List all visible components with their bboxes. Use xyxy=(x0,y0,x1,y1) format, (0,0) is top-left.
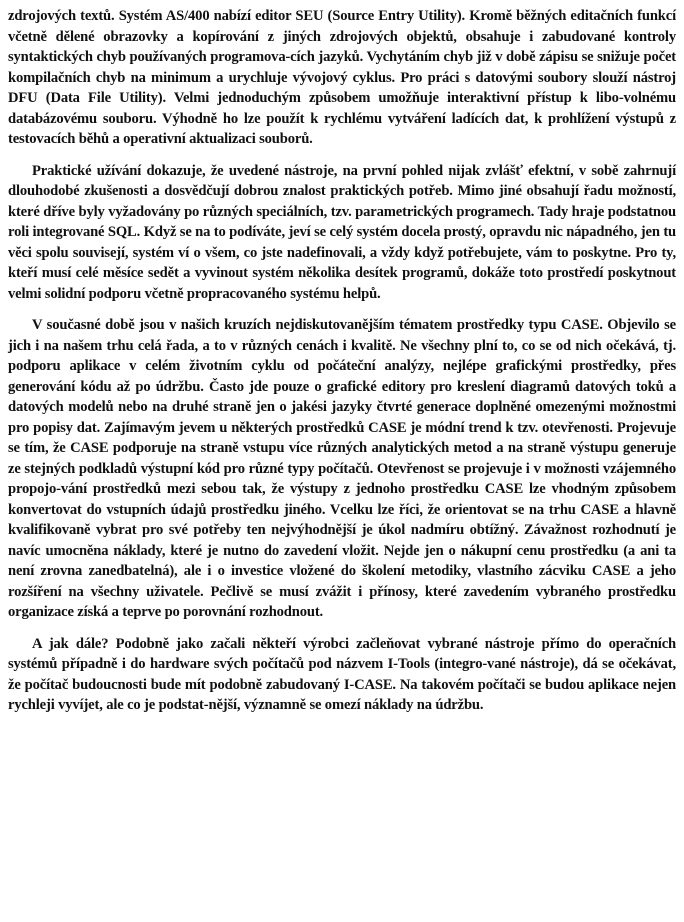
paragraph-case-tools: V současné době jsou v našich kruzích nejdiskutovanějším tématem prostředky typu CASE. Objevilo se jich i na našem trhu celá řada, a to v různých cenách i kvalitě. Ne všechny plní to, co se od nich očekává, tj. podporu aplikace v celém životním cyklu od počáteční analýzy, nejlépe grafickými prostředky, přes generování kódu až po údržbu. Často jde pouze o grafické editory pro kreslení diagramů datových toků a datových modelů nebo na druhé straně jen o jakési jazyky čtvrté generace doplněné omezenými možnostmi pro popisy dat. Zajímavým jevem u některých prostředků CASE je módní trend k tzv. otevřenosti. Projevuje se tím, že CASE podporuje na straně vstupu více různých analytických metod a na straně výstupu generuje ze stejných podkladů výstupní kód pro různé typy počítačů. Otevřenost se projevuje i v možnosti vzájemného propojo-vání prostředků mezi sebou tak, že výstupy z jednoho prostředku CASE lze vhodným způsobem konvertovat do vstupních údajů prostředku jiného. Vcelku lze říci, že orientovat se na trhu CASE a hlavně kvalifikovaně vybrat pro své potřeby ten nejvýhodnější je úkol nadmíru obtížný. Závažnost rozhodnutí je navíc umocněna náklady, které je nutno do zavedení vložit. Nejde jen o nákupní cenu prostředku (a ani ta není zrovna zanedbatelná), ale i o investice vložené do školení metodiky, vlastního zácviku CASE a jeho rozšíření na všechny uživatele. Pečlivě se musí zvážit i přínosy, které zavedením vybraného prostředku organizace získá a teprve po porovnání rozhodnout. xyxy=(8,317,676,620)
paragraph-practical-use: Praktické užívání dokazuje, že uvedené nástroje, na první pohled nijak zvlášť efektní, v sobě zahrnují dlouhodobé zkušenosti a dosvědčují dobrou znalost praktických potřeb. Mimo jiné obsahují řadu možností, které dříve byly vyžadovány po různých speciálních, tzv. parametrických programech. Tady hraje podstatnou roli integrované SQL. Když se na to podíváte, jeví se celý systém docela prostý, opravdu nic nápadného, jen tu věci spolu souvisejí, systém ví o všem, co jste nadefinovali, a vždy když potřebujete, vám to poskytne. Pro ty, kteří musí celé měsíce sedět a vyvinout systém několika desítek programů, dokáže toto prostředí poskytnout velmi solidní podporu včetně propracovaného systému helpů. xyxy=(8,162,676,302)
paragraph-future-outlook: A jak dále? Podobně jako začali někteří výrobci začleňovat vybrané nástroje přímo do operačních systémů případně i do hardware svých počítačů pod názvem I-Tools (integro-vané nástroje), dá se očekávat, že počítač budoucnosti bude mít podobně zabudovaný I-CASE. Na takovém počítači se budou aplikace nejen rychleji vyvíjet, ale co je podstat-nější, významně se omezí náklady na údržbu. xyxy=(8,635,676,713)
paragraph-source-tools: zdrojových textů. Systém AS/400 nabízí editor SEU (Source Entry Utility). Kromě běžných editačních funkcí včetně dělené obrazovky a kopírování z jiných zdrojových objektů, obsahuje i zabudované kontroly syntaktických chyb používaných programova-cích jazyků. Vychytáním chyb již v době zápisu se snižuje počet kompilačních chyb na minimum a urychluje vývojový cyklus. Pro práci s datovými soubory slouží nástroj DFU (Data File Utility). Velmi jednoduchým způsobem umožňuje interaktivní přístup k libo-volnému databázovému souboru. Výhodně ho lze použít k rychlému vytváření ladících dat, k prohlížení výstupů z testovacích běhů a operativní aktualizaci souborů. xyxy=(8,8,676,147)
